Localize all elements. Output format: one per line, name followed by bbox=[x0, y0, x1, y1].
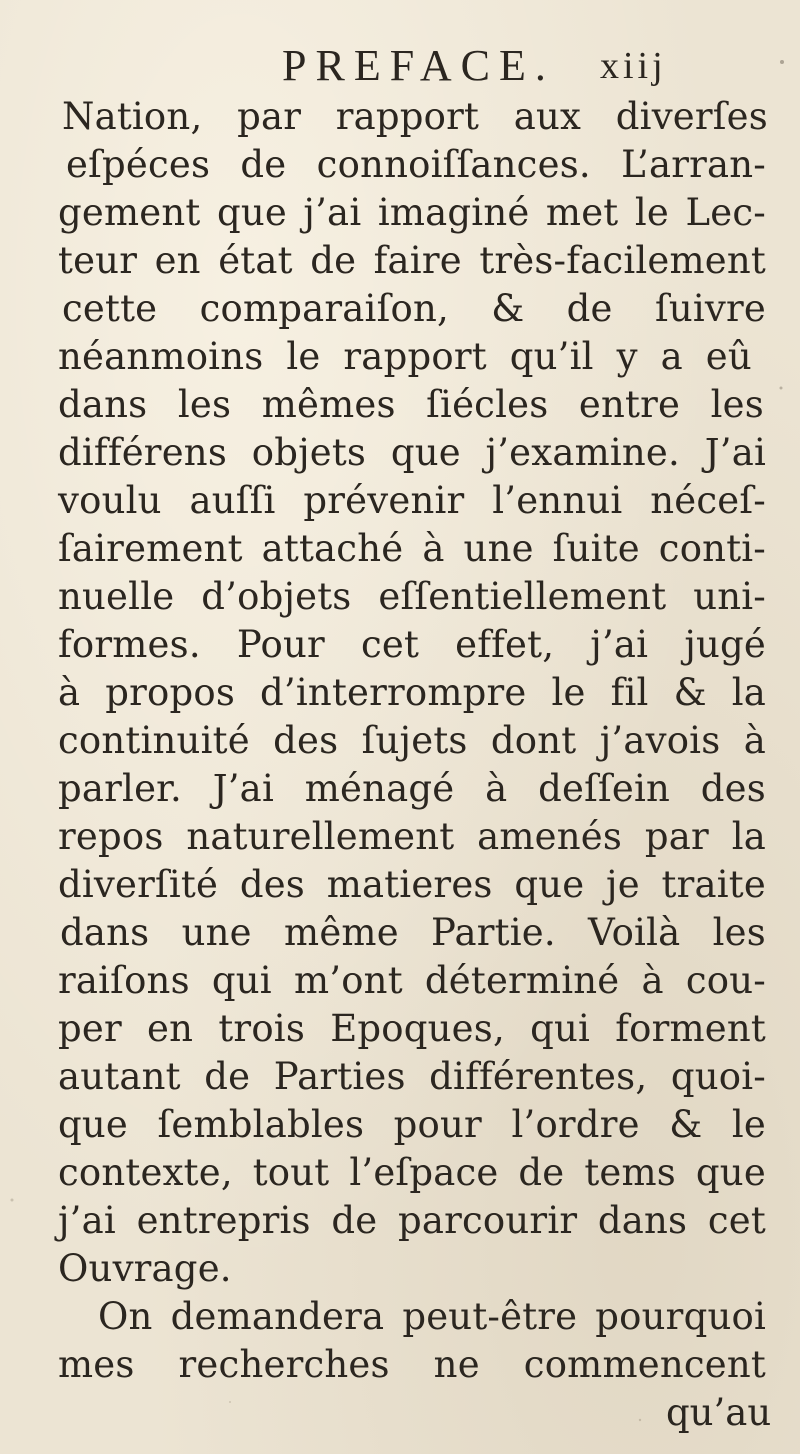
word: quoi- bbox=[670, 1055, 766, 1098]
text-line bbox=[58, 716, 766, 766]
word: que bbox=[58, 1103, 129, 1146]
word: commencent bbox=[523, 1343, 766, 1386]
word: à bbox=[422, 527, 445, 570]
word: dont bbox=[490, 719, 577, 762]
text-line bbox=[58, 956, 766, 1006]
word: que bbox=[390, 431, 461, 474]
word: ſujets bbox=[361, 719, 468, 762]
word: ſiécles bbox=[426, 383, 549, 426]
text-line bbox=[62, 92, 768, 142]
word: dans bbox=[60, 911, 150, 954]
text-line bbox=[58, 332, 752, 382]
word: néanmoins bbox=[58, 335, 264, 378]
word: faire bbox=[373, 239, 462, 282]
word: objets bbox=[251, 431, 367, 474]
word: eû bbox=[705, 335, 752, 378]
word: effet, bbox=[455, 623, 555, 666]
word: que bbox=[695, 1151, 766, 1194]
word: dans bbox=[597, 1199, 688, 1242]
word: eſſentiellement bbox=[378, 575, 667, 618]
word: raiſons bbox=[58, 959, 190, 1002]
word: j’avois bbox=[599, 719, 721, 762]
word: diverſité bbox=[58, 863, 219, 906]
word: traite bbox=[661, 863, 766, 906]
word: pour bbox=[393, 1103, 482, 1146]
word: différentes, bbox=[429, 1055, 648, 1098]
page-number: xiij bbox=[600, 45, 667, 87]
word: forment bbox=[615, 1007, 766, 1050]
word: le bbox=[634, 191, 669, 234]
word: imaginé bbox=[377, 191, 530, 234]
catchword: qu’au bbox=[666, 1391, 772, 1434]
word: la bbox=[731, 671, 766, 714]
word: cet bbox=[707, 1199, 766, 1242]
word: diverſes bbox=[615, 95, 768, 138]
word: de bbox=[204, 1055, 251, 1098]
word: de bbox=[310, 239, 357, 282]
word: Partie. bbox=[431, 911, 556, 954]
text-line: Ouvrage. bbox=[58, 1247, 232, 1290]
text-line bbox=[98, 1292, 766, 1342]
word: L’arran- bbox=[621, 143, 766, 186]
word: ſuivre bbox=[654, 287, 766, 330]
word: amenés bbox=[477, 815, 623, 858]
word: formes. bbox=[58, 623, 201, 666]
word: différens bbox=[58, 431, 228, 474]
word: même bbox=[284, 911, 399, 954]
word: mêmes bbox=[261, 383, 396, 426]
word: propos bbox=[105, 671, 236, 714]
word: trois bbox=[218, 1007, 306, 1050]
word: auſſi bbox=[189, 479, 276, 522]
word: peut-être bbox=[402, 1295, 578, 1338]
word: en bbox=[147, 1007, 194, 1050]
word: rapport bbox=[335, 95, 480, 138]
word: Nation, bbox=[62, 95, 203, 138]
word: jugé bbox=[684, 623, 766, 666]
word: que bbox=[514, 863, 585, 906]
text-line bbox=[58, 668, 766, 718]
word: m’ont bbox=[293, 959, 403, 1002]
word: On bbox=[98, 1295, 153, 1338]
text-line bbox=[58, 524, 766, 574]
word: j’ai bbox=[58, 1199, 116, 1242]
word: néceſ- bbox=[650, 479, 766, 522]
word: d’interrompre bbox=[260, 671, 527, 714]
word: comparaiſon, bbox=[199, 287, 449, 330]
word: & bbox=[669, 1103, 703, 1146]
word: l’eſpace bbox=[349, 1151, 499, 1194]
word: des bbox=[700, 767, 766, 810]
word: nuelle bbox=[58, 575, 175, 618]
word: a bbox=[660, 335, 683, 378]
word: J’ai bbox=[212, 767, 274, 810]
word: cet bbox=[360, 623, 420, 666]
word: le bbox=[551, 671, 586, 714]
word: continuité bbox=[58, 719, 250, 762]
word: les bbox=[712, 911, 766, 954]
text-line bbox=[58, 1004, 766, 1054]
word: à bbox=[641, 959, 664, 1002]
word: y bbox=[616, 335, 638, 378]
word: ſemblables bbox=[157, 1103, 365, 1146]
text-line bbox=[58, 188, 766, 238]
word: ſuite bbox=[552, 527, 640, 570]
word: très-facilement bbox=[479, 239, 766, 282]
word: des bbox=[239, 863, 305, 906]
word: tems bbox=[584, 1151, 676, 1194]
text-line bbox=[66, 140, 766, 190]
word: autant bbox=[58, 1055, 181, 1098]
word: dans bbox=[58, 383, 148, 426]
word: demandera bbox=[170, 1295, 385, 1338]
word: à bbox=[743, 719, 766, 762]
word: repos bbox=[58, 815, 164, 858]
word: uni- bbox=[693, 575, 766, 618]
word: Voilà bbox=[588, 911, 681, 954]
word: ne bbox=[433, 1343, 480, 1386]
word: & bbox=[673, 671, 707, 714]
word: & bbox=[491, 287, 525, 330]
text-line bbox=[58, 236, 766, 286]
text-line bbox=[60, 908, 766, 958]
word: le bbox=[286, 335, 321, 378]
text-line bbox=[58, 1340, 766, 1390]
word: Epoques, bbox=[330, 1007, 505, 1050]
word: à bbox=[58, 671, 81, 714]
word: Pour bbox=[236, 623, 325, 666]
word: eſpéces bbox=[66, 143, 211, 186]
word: j’ai bbox=[303, 191, 362, 234]
text-line bbox=[58, 1196, 766, 1246]
word: attaché bbox=[261, 527, 404, 570]
word: j’ai bbox=[590, 623, 649, 666]
word: J’ai bbox=[704, 431, 766, 474]
text-line bbox=[58, 1052, 766, 1102]
word: la bbox=[731, 815, 766, 858]
word: état bbox=[218, 239, 293, 282]
word: d’objets bbox=[201, 575, 352, 618]
word: Parties bbox=[273, 1055, 406, 1098]
word: que bbox=[216, 191, 287, 234]
word: cou- bbox=[685, 959, 766, 1002]
word: teur bbox=[58, 239, 138, 282]
word: l’ennui bbox=[492, 479, 623, 522]
word: qu’il bbox=[509, 335, 594, 378]
text-line bbox=[58, 380, 764, 430]
word: tout bbox=[252, 1151, 330, 1194]
word: qui bbox=[211, 959, 272, 1002]
text-line bbox=[58, 572, 766, 622]
word: naturellement bbox=[186, 815, 455, 858]
word: cette bbox=[62, 287, 158, 330]
text-line bbox=[58, 1148, 766, 1198]
word: les bbox=[710, 383, 764, 426]
word: entrepris bbox=[136, 1199, 311, 1242]
word: contexte, bbox=[58, 1151, 233, 1194]
word: le bbox=[731, 1103, 766, 1146]
word: une bbox=[463, 527, 534, 570]
word: j’examine. bbox=[485, 431, 680, 474]
running-head bbox=[0, 40, 800, 92]
word: parcourir bbox=[397, 1199, 578, 1242]
word: fil bbox=[610, 671, 649, 714]
word: de bbox=[331, 1199, 378, 1242]
word: qui bbox=[530, 1007, 591, 1050]
word: mes bbox=[58, 1343, 135, 1386]
text-line bbox=[58, 620, 766, 670]
word: recherches bbox=[178, 1343, 390, 1386]
word: prévenir bbox=[303, 479, 465, 522]
word: voulu bbox=[58, 479, 162, 522]
word: à bbox=[485, 767, 508, 810]
word: de bbox=[566, 287, 613, 330]
word: déterminé bbox=[424, 959, 620, 1002]
running-head-title: PREFACE. bbox=[282, 41, 555, 90]
word: conti- bbox=[658, 527, 766, 570]
text-line bbox=[58, 476, 766, 526]
word: matieres bbox=[326, 863, 493, 906]
word: per bbox=[58, 1007, 122, 1050]
word: de bbox=[518, 1151, 565, 1194]
word: entre bbox=[578, 383, 681, 426]
word: pourquoi bbox=[595, 1295, 766, 1338]
text-line bbox=[62, 284, 766, 334]
text-line bbox=[58, 812, 766, 862]
text-line bbox=[58, 428, 766, 478]
text-line bbox=[58, 764, 766, 814]
word: une bbox=[181, 911, 252, 954]
word: des bbox=[273, 719, 339, 762]
word: les bbox=[177, 383, 232, 426]
word: met bbox=[545, 191, 619, 234]
word: parler. bbox=[58, 767, 182, 810]
word: deſſein bbox=[538, 767, 671, 810]
word: aux bbox=[513, 95, 582, 138]
word: ſairement bbox=[58, 527, 243, 570]
text-line bbox=[58, 860, 766, 910]
word: en bbox=[154, 239, 201, 282]
word: rapport bbox=[343, 335, 487, 378]
word: je bbox=[606, 863, 640, 906]
word: connoiſſances. bbox=[316, 143, 591, 186]
text-line bbox=[58, 1100, 766, 1150]
word: gement bbox=[58, 191, 201, 234]
word: par bbox=[237, 95, 302, 138]
word: de bbox=[240, 143, 287, 186]
word: Lec- bbox=[685, 191, 766, 234]
word: l’ordre bbox=[511, 1103, 640, 1146]
word: ménagé bbox=[304, 767, 455, 810]
word: par bbox=[644, 815, 709, 858]
